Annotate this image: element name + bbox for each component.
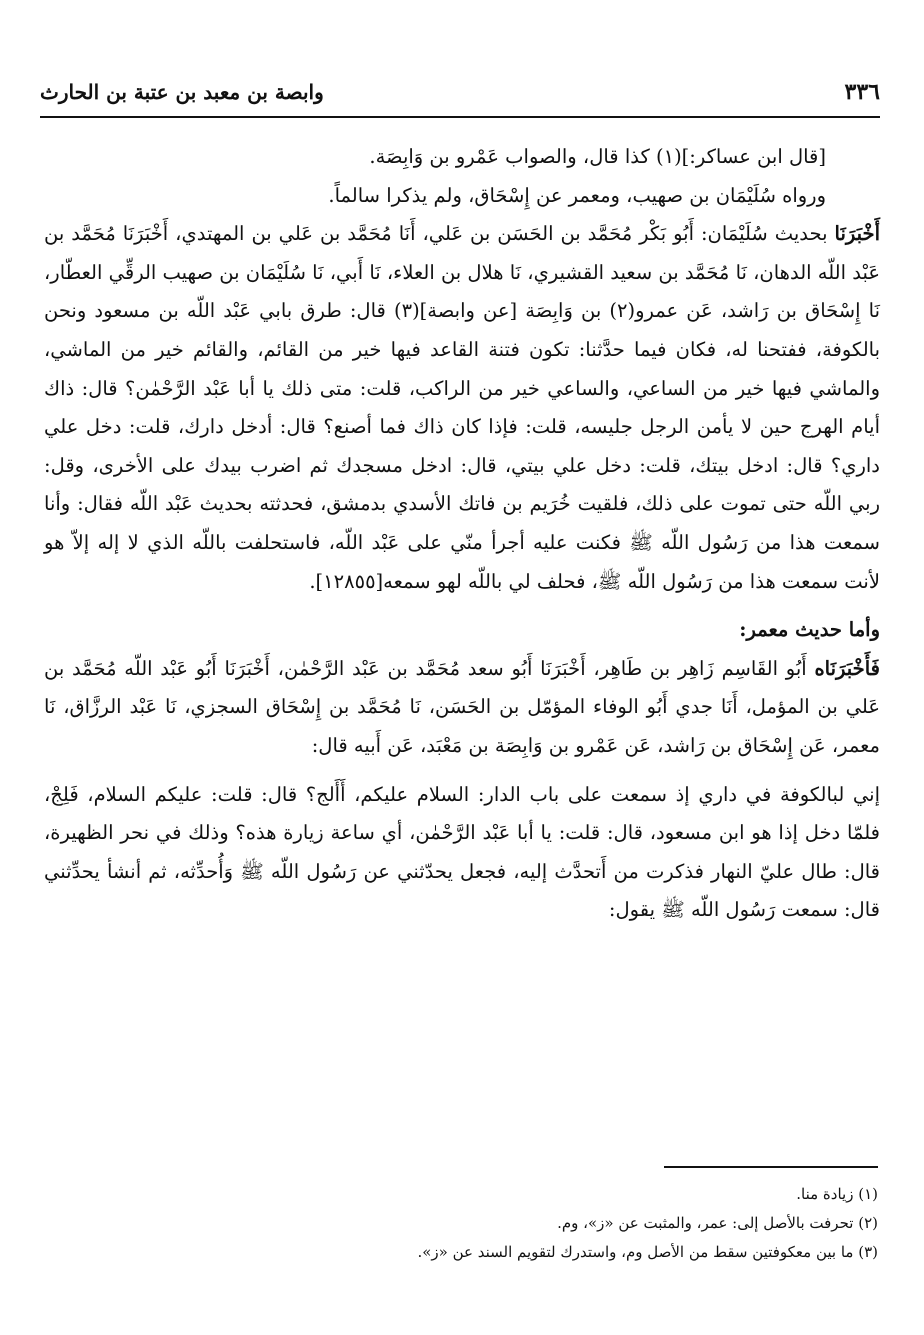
paragraph-text: أَبُو القَاسِم زَاهِر بن طَاهِر، أَخْبَرَنَا أَبُو سعد مُحَمَّد بن عَبْد الرَّحْمٰن، أَخْبَرَنَا أَبُو عَبْد اللّه مُحَمَّد بن عَلي بن المؤمل، أَنَا جدي أَبُو الوفاء المؤمّل بن الحَسَن، نَا مُحَمَّد بن إِسْحَاق السجزي، نَا عَبْد الرزَّاق، نَا معمر، عَن إِسْحَاق بن رَاشد، عَن عَمْرو بن وَابِصَة بن مَعْبَد، عَن أَبيه قال:: [44, 656, 880, 757]
paragraph-lead-word: فَأَخْبَرَنَاه: [814, 656, 880, 680]
section-heading-text: وأما حديث معمر:: [739, 618, 880, 642]
paragraph-lead-word: أَخْبَرَنَا: [834, 222, 880, 246]
page-header: [40, 72, 880, 112]
footnote-3: (٣) ما بين معكوفتين سقط من الأصل وم، واستدرك لتقويم السند عن «ز».: [417, 1243, 878, 1261]
paragraph-text: [قال ابن عساكر:](١) كذا قال، والصواب عَمْرو بن وَابِصَة.: [369, 145, 826, 168]
footnote-1: (١) زيادة منا.: [796, 1185, 878, 1203]
paragraph-muammar-isnad: [44, 650, 880, 766]
footnotes: [48, 1180, 878, 1267]
paragraph-sulayman-hadith: [44, 215, 880, 601]
paragraph-muammar-matn: [44, 776, 880, 930]
main-text: [44, 138, 880, 930]
paragraph-narration-note: [44, 177, 880, 216]
paragraph-editor-note: [44, 138, 880, 177]
paragraph-text: بحديث سُلَيْمَان: أَبُو بَكْر مُحَمَّد بن الحَسَن بن عَلي، أَنَا مُحَمَّد بن عَلي بن المهتدي، أَخْبَرَنَا مُحَمَّد بن عَبْد اللّه الدهان، نَا مُحَمَّد بن سعيد القشيري، نَا هلال بن العلاء، نَا أَبي، نَا سُلَيْمَان بن صهيب الرقِّي العطّار، نَا إِسْحَاق بن رَاشد، عَن عمرو(٢) بن وَابِصَة [عن وابصة](٣) قال: طرق بابي عَبْد اللّه بن مسعود ونحن بالكوفة، ففتحنا له، فكان فيما حدَّثنا: تكون فتنة القاعد فيها خير من القائم، والقائم خير من الماشي، والماشي فيها خير من الساعي، والساعي خير من الراكب، قلت: متى ذلك يا أبا عَبْد الرَّحْمٰن؟ قال: ذاك أيام الهرج حين لا يأمن الرجل جليسه، قلت: فإذا كان ذاك فما أصنع؟ قال: أدخل دارك، قلت: دخل علي داري؟ قال: ادخل بيتك، قلت: دخل علي بيتي، قال: ادخل مسجدك ثم اضرب بيدك على الأخرى، وقل: ربي اللّه حتى تموت على ذلك، فلقيت خُرَيم بن فاتك الأسدي بدمشق، فحدثته بحديث عَبْد اللّه فقال: وأنا سمعت هذا من رَسُول اللّه ﷺ فكنت عليه أجرأ منّي على عَبْد اللّه، فاستحلفت باللّه الذي لا إله إلاّ هو لأنت سمعت هذا من رَسُول اللّه ﷺ، فحلف لي باللّه لهو سمعه[١٢٨٥٥].: [44, 222, 881, 593]
paragraph-text: ورواه سُلَيْمَان بن صهيب، ومعمر عن إِسْحَاق، ولم يذكرا سالماً.: [328, 183, 826, 207]
footnote-separator: [664, 1166, 878, 1168]
header-rule: [40, 116, 880, 118]
section-heading-muammar: [44, 611, 880, 650]
footnote-2: (٢) تحرفت بالأصل إلى: عمر، والمثبت عن «ز»، وم.: [557, 1214, 878, 1232]
paragraph-text: إني لبالكوفة في داري إذ سمعت على باب الدار: السلام عليكم، أَأَلج؟ قال: قلت: عليكم السلام، فَلِجْ، فلمّا دخل إذا هو ابن مسعود، قال: قلت: يا أبا عَبْد الرَّحْمٰن، أي ساعة زيارة هذه؟ وذلك في نحر الظهيرة، قال: طال عليّ النهار فذكرت من أَتحدَّث إليه، فجعل يحدّثني عن رَسُول اللّه ﷺ وَأُحدِّثه، ثم أنشأ يحدِّثني قال: سمعت رَسُول اللّه ﷺ يقول:: [44, 782, 880, 922]
page-number: ٣٣٦: [844, 79, 880, 105]
running-title: وابصة بن معبد بن عتبة بن الحارث: [40, 80, 324, 104]
